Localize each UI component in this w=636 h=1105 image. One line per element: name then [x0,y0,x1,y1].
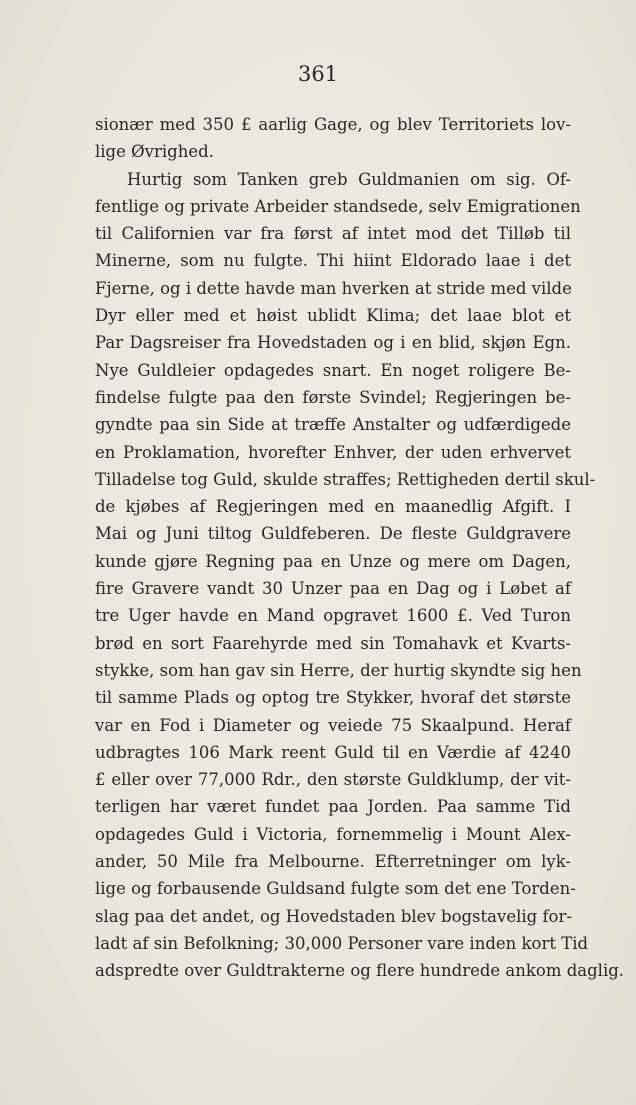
body-text [95,111,625,985]
text-line: lige og forbausende Guldsand fulgte som det ene Torden- [95,879,576,899]
text-line: sionær med 350 £ aarlig Gage, og blev Territoriets lov- [95,115,571,134]
text-line: ander, 50 Mile fra Melbourne. Efterretninger om lyk- [95,852,571,872]
text-line: udbragtes 106 Mark reent Guld til en Værdie af 4240 [95,742,571,762]
text-line: gyndte paa sin Side at træffe Anstalter og udfærdigede [95,415,571,435]
text-line: stykke, som han gav sin Herre, der hurtig skyndte sig hen [95,660,582,680]
text-line: findelse fulgte paa den første Svindel; Regjeringen be- [95,387,571,407]
text-line: var en Fod i Diameter og veiede 75 Skaalpund. Heraf [95,715,571,735]
text-line: tre Uger havde en Mand opgravet 1600 £. Ved Turon [95,606,571,626]
text-line: en Proklamation, hvorefter Enhver, der uden erhvervet [95,442,571,462]
text-line: Minerne, som nu fulgte. Thi hiint Eldorado laae i det [95,251,571,271]
text-line: fire Gravere vandt 30 Unzer paa en Dag og i Løbet af [95,579,571,599]
text-line: fentlige og private Arbeider standsede, selv Emigrationen [95,196,581,216]
text-line: ladt af sin Befolkning; 30,000 Personer vare inden kort Tid [95,933,589,953]
page-number: 361 [297,62,339,86]
text-line: slag paa det andet, og Hovedstaden blev bogstavelig for- [95,906,572,926]
text-line: til samme Plads og optog tre Stykker, hvoraf det største [95,688,571,708]
text-line: til Californien var fra først af intet mod det Tilløb til [95,224,571,244]
text-line: Mai og Juni tiltog Guldfeberen. De fleste Guldgravere [95,524,571,544]
text-line: de kjøbes af Regjeringen med en maanedlig Afgift. I [95,497,571,517]
text-line: kunde gjøre Regning paa en Unze og mere om Dagen, [95,551,571,571]
text-line: Fjerne, og i dette havde man hverken at stride med vilde [95,278,572,298]
text-line: Tilladelse tog Guld, skulde straffes; Rettigheden dertil skul- [95,469,596,489]
text-line: lige Øvrighed. [95,142,214,162]
text-line: Par Dagsreiser fra Hovedstaden og i en blid, skjøn Egn. [95,333,571,353]
text-line: brød en sort Faarehyrde med sin Tomahavk et Kvarts- [95,633,571,653]
text-line: £ eller over 77,000 Rdr., den største Guldklump, der vit- [95,770,571,790]
text-line: Hurtig som Tanken greb Guldmanien om sig. Of- [127,169,571,189]
text-line: Dyr eller med et høist ublidt Klima; det laae blot et [95,306,571,326]
text-line: Nye Guldleier opdagedes snart. En noget roligere Be- [95,360,571,380]
text-line: terligen har været fundet paa Jorden. Paa samme Tid [95,797,571,817]
text-line: opdagedes Guld i Victoria, fornemmelig i Mount Alex- [95,824,571,844]
text-line: adspredte over Guldtrakterne og flere hundrede ankom daglig. [95,961,625,981]
